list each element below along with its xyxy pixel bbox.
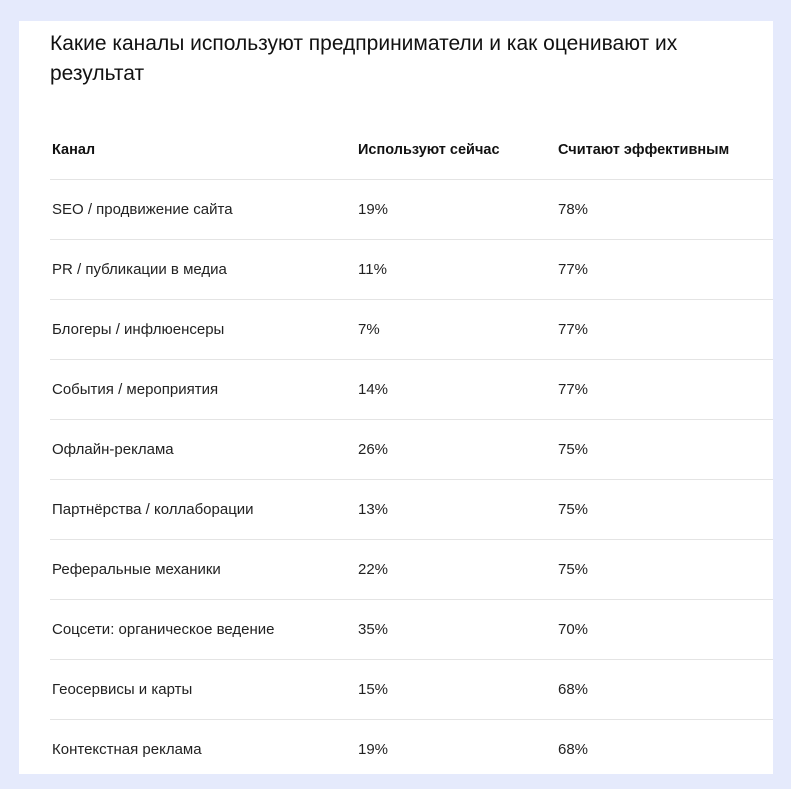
using-now-cell: 13% <box>358 501 389 518</box>
table-row <box>50 180 773 240</box>
header-channel: Канал <box>52 141 96 158</box>
using-now-cell: 22% <box>358 561 389 578</box>
using-now-cell: 15% <box>358 681 389 698</box>
effective-cell: 75% <box>558 501 589 518</box>
table-row <box>50 240 773 300</box>
effective-cell: 75% <box>558 441 589 458</box>
channel-cell: Офлайн-реклама <box>52 441 174 458</box>
using-now-cell: 14% <box>358 381 389 398</box>
using-now-cell: 11% <box>358 261 387 278</box>
effective-cell: 75% <box>558 561 589 578</box>
channels-table <box>50 120 773 774</box>
effective-cell: 68% <box>558 741 589 758</box>
content-card <box>19 21 773 774</box>
table-header-row <box>50 120 773 180</box>
table-row <box>50 300 773 360</box>
channel-cell: SEO / продвижение сайта <box>52 201 233 218</box>
table-row <box>50 600 773 660</box>
channel-cell: Блогеры / инфлюенсеры <box>52 321 225 338</box>
using-now-cell: 19% <box>358 201 389 218</box>
header-considered-effective: Считают эффективным <box>558 141 730 158</box>
effective-cell: 77% <box>558 381 589 398</box>
channel-cell: Геосервисы и карты <box>52 681 193 698</box>
page-title: Какие каналы используют предприниматели и как оценивают их результат <box>50 32 678 85</box>
channel-cell: Соцсети: органическое ведение <box>52 621 275 638</box>
using-now-cell: 19% <box>358 741 389 758</box>
table-row <box>50 420 773 480</box>
using-now-cell: 7% <box>358 321 380 338</box>
channel-cell: Партнёрства / коллаборации <box>52 501 254 518</box>
effective-cell: 78% <box>558 201 589 218</box>
table-row <box>50 540 773 600</box>
channel-cell: Контекстная реклама <box>52 741 202 758</box>
channel-cell: События / мероприятия <box>52 381 219 398</box>
effective-cell: 68% <box>558 681 589 698</box>
table-row <box>50 480 773 540</box>
using-now-cell: 35% <box>358 621 389 638</box>
header-using-now: Используют сейчас <box>358 141 500 158</box>
effective-cell: 77% <box>558 321 589 338</box>
table-row <box>50 360 773 420</box>
channel-cell: PR / публикации в медиа <box>52 261 227 278</box>
table-row <box>50 660 773 720</box>
channel-cell: Реферальные механики <box>52 561 221 578</box>
effective-cell: 70% <box>558 621 589 638</box>
effective-cell: 77% <box>558 261 589 278</box>
using-now-cell: 26% <box>358 441 389 458</box>
table-row <box>50 720 773 774</box>
